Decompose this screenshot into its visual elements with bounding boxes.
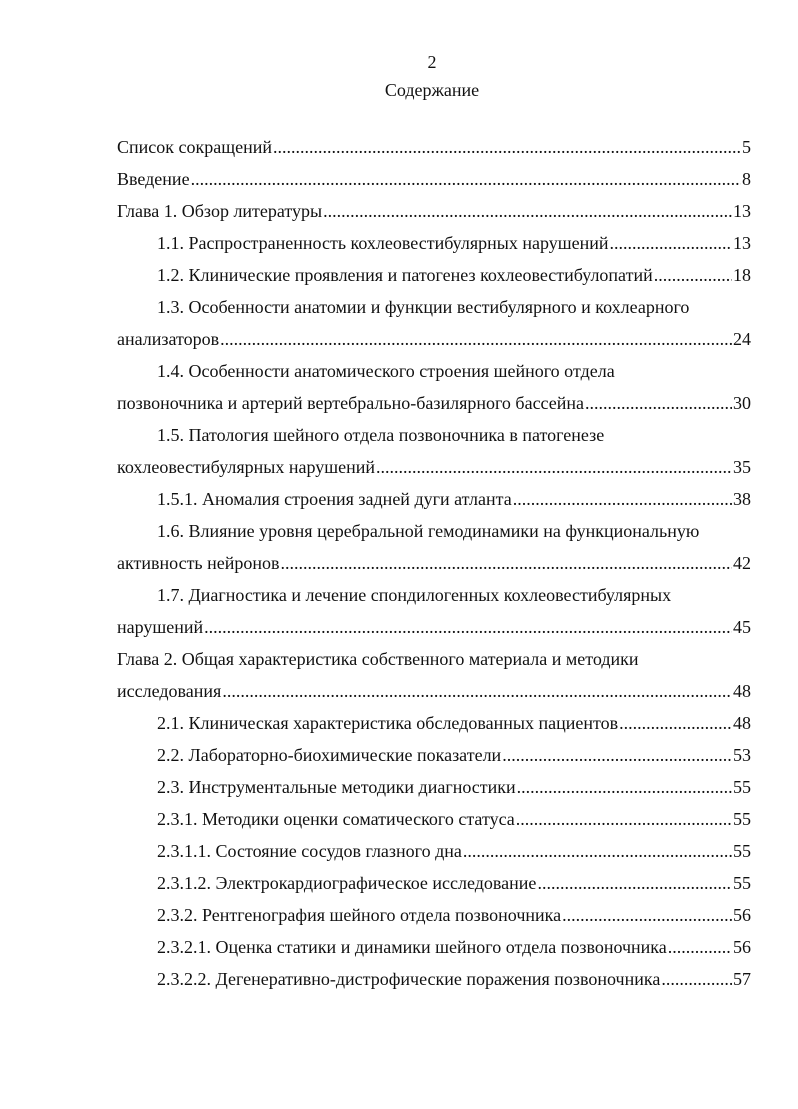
toc-entry xyxy=(117,291,751,323)
toc-entry-label: кохлеовестибулярных нарушений xyxy=(117,457,375,477)
toc-leader-dots xyxy=(517,771,732,803)
toc-entry-label: 1.5. Патология шейного отдела позвоночника в патогенезе xyxy=(157,425,605,445)
toc-entry-page: 45 xyxy=(733,617,751,637)
toc-entry xyxy=(117,579,751,611)
toc-leader-dots xyxy=(222,675,732,707)
toc-entry-label: 2.2. Лабораторно-биохимические показатели xyxy=(157,745,502,765)
toc-entry-page: 42 xyxy=(733,553,751,573)
toc-entry xyxy=(117,675,751,707)
toc-entry xyxy=(117,355,751,387)
toc-entry-label: 1.1. Распространенность кохлеовестибулярных нарушений xyxy=(157,233,609,253)
toc-entry-page: 55 xyxy=(733,873,751,893)
toc-leader-dots xyxy=(619,707,732,739)
toc-leader-dots xyxy=(516,803,732,835)
page-number: 2 xyxy=(427,52,437,72)
toc-entry-label: 2.3.2. Рентгенография шейного отдела позвоночника xyxy=(157,905,562,925)
toc-entry-label: 2.3.1. Методики оценки соматического статуса xyxy=(157,809,515,829)
toc-entry-label: 2.3.1.2. Электрокардиографическое исследование xyxy=(157,873,537,893)
toc-entry xyxy=(117,835,751,867)
toc-entry xyxy=(117,163,751,195)
toc-entry xyxy=(117,195,751,227)
toc-entry-page: 55 xyxy=(733,809,751,829)
toc-leader-dots xyxy=(323,195,732,227)
toc-entry-label: 2.3.2.1. Оценка статики и динамики шейного отдела позвоночника xyxy=(157,937,667,957)
toc-leader-dots xyxy=(281,547,732,579)
toc-entry xyxy=(117,419,751,451)
toc-leader-dots xyxy=(273,131,741,163)
toc-entry-page: 48 xyxy=(733,681,751,701)
toc-leader-dots xyxy=(513,483,732,515)
toc-entry-page: 24 xyxy=(733,329,751,349)
toc-entry xyxy=(117,483,751,515)
toc-entry-label: 2.1. Клиническая характеристика обследованных пациентов xyxy=(157,713,619,733)
toc-entry-page: 55 xyxy=(733,777,751,797)
toc-entry xyxy=(117,739,751,771)
toc-entry-label: позвоночника и артерий вертебрально-базилярного бассейна xyxy=(117,393,585,413)
toc-entry-page: 13 xyxy=(733,201,751,221)
toc-entry xyxy=(117,259,751,291)
toc-entry-page: 56 xyxy=(733,937,751,957)
toc-entry-page: 57 xyxy=(733,969,751,989)
toc-entry xyxy=(117,963,751,995)
toc-entry xyxy=(117,643,751,675)
toc-entry xyxy=(117,227,751,259)
toc-entry xyxy=(117,771,751,803)
table-of-contents xyxy=(117,131,751,995)
toc-entry-page: 35 xyxy=(733,457,751,477)
toc-entry-page: 8 xyxy=(742,169,751,189)
toc-entry-label: исследования xyxy=(117,681,222,701)
toc-entry-label: Глава 1. Обзор литературы xyxy=(117,201,323,221)
toc-entry-label: Введение xyxy=(117,169,190,189)
toc-leader-dots xyxy=(537,867,732,899)
toc-entry xyxy=(117,515,751,547)
toc-leader-dots xyxy=(191,163,741,195)
toc-entry-label: 2.3.2.2. Дегенеративно-дистрофические поражения позвоночника xyxy=(157,969,661,989)
toc-leader-dots xyxy=(661,963,732,995)
toc-entry-label: активность нейронов xyxy=(117,553,280,573)
toc-entry xyxy=(117,387,751,419)
toc-entry-page: 53 xyxy=(733,745,751,765)
toc-leader-dots xyxy=(376,451,732,483)
toc-leader-dots xyxy=(562,899,732,931)
toc-entry-label: нарушений xyxy=(117,617,204,637)
toc-entry-label: 1.5.1. Аномалия строения задней дуги атланта xyxy=(157,489,512,509)
page-title: Содержание xyxy=(384,80,480,100)
toc-entry-page: 18 xyxy=(733,265,751,285)
toc-entry-label: 1.2. Клинические проявления и патогенез кохлеовестибулопатий xyxy=(157,265,653,285)
toc-entry-label: 2.3.1.1. Состояние сосудов глазного дна xyxy=(157,841,462,861)
toc-entry xyxy=(117,611,751,643)
toc-entry xyxy=(117,931,751,963)
toc-leader-dots xyxy=(585,387,732,419)
toc-entry-label: 1.7. Диагностика и лечение спондилогенных кохлеовестибулярных xyxy=(157,585,672,605)
toc-leader-dots xyxy=(204,611,732,643)
toc-entry xyxy=(117,547,751,579)
toc-entry-label: 1.3. Особенности анатомии и функции вестибулярного и кохлеарного xyxy=(157,297,690,317)
toc-entry xyxy=(117,899,751,931)
toc-entry xyxy=(117,323,751,355)
toc-entry-page: 38 xyxy=(733,489,751,509)
toc-entry xyxy=(117,803,751,835)
toc-leader-dots xyxy=(502,739,732,771)
toc-entry-page: 30 xyxy=(733,393,751,413)
toc-entry-page: 55 xyxy=(733,841,751,861)
toc-entry-label: Глава 2. Общая характеристика собственного материала и методики xyxy=(117,649,639,669)
toc-entry-page: 48 xyxy=(733,713,751,733)
toc-leader-dots xyxy=(220,323,732,355)
toc-leader-dots xyxy=(654,259,732,291)
toc-leader-dots xyxy=(668,931,732,963)
toc-entry xyxy=(117,451,751,483)
toc-entry-page: 5 xyxy=(742,137,751,157)
toc-entry xyxy=(117,707,751,739)
toc-entry-label: 2.3. Инструментальные методики диагностики xyxy=(157,777,516,797)
toc-entry-label: 1.6. Влияние уровня церебральной гемодинамики на функциональную xyxy=(157,521,700,541)
toc-leader-dots xyxy=(610,227,732,259)
toc-entry-page: 56 xyxy=(733,905,751,925)
toc-entry-label: анализаторов xyxy=(117,329,220,349)
toc-entry xyxy=(117,867,751,899)
toc-entry-page: 13 xyxy=(733,233,751,253)
toc-leader-dots xyxy=(463,835,732,867)
toc-entry-label: 1.4. Особенности анатомического строения шейного отдела xyxy=(157,361,615,381)
toc-entry-label: Список сокращений xyxy=(117,137,272,157)
toc-entry xyxy=(117,131,751,163)
